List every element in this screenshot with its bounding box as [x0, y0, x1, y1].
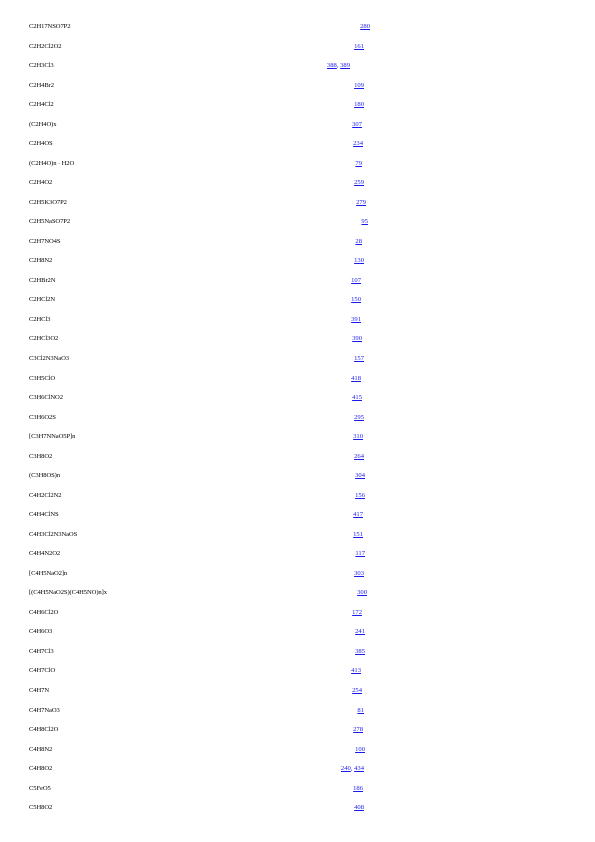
index-entry — [0, 176, 595, 196]
page-separator: , — [350, 765, 355, 773]
index-entry — [0, 59, 595, 79]
page-link[interactable]: 130 — [354, 257, 364, 265]
page-references — [341, 765, 364, 772]
page-references — [354, 804, 364, 811]
page-references — [355, 472, 365, 479]
page-references — [351, 296, 361, 303]
page-link[interactable]: 95 — [361, 218, 368, 226]
formula-label: C4H3Cl2N3NaOS — [29, 530, 78, 538]
page-link[interactable]: 241 — [355, 628, 365, 636]
page-link[interactable]: 310 — [353, 433, 363, 441]
index-entry — [0, 645, 595, 665]
formula-label: C4H7Cl3 — [29, 647, 54, 655]
page-references — [355, 550, 365, 557]
page-references — [357, 589, 367, 596]
index-entry — [0, 567, 595, 587]
index-entry — [0, 625, 595, 645]
formula-label: C4H4ClNS — [29, 511, 59, 519]
page-link[interactable]: 79 — [355, 159, 362, 167]
page-references — [353, 785, 363, 792]
page-references — [353, 531, 363, 538]
formula-label: C2H4OS — [29, 140, 53, 148]
formula-label: C2HBr2N — [29, 276, 56, 284]
index-entry — [0, 254, 595, 274]
page-link[interactable]: 151 — [353, 530, 363, 538]
formula-label: C3H5ClO — [29, 374, 56, 382]
formula-label: [(C4H5NaO2S)(C4H5NO)n]x — [29, 589, 107, 597]
formula-label: C2H4Cl2 — [29, 101, 54, 109]
formula-label: C4H6Cl2O — [29, 608, 59, 616]
index-entry — [0, 313, 595, 333]
page-link[interactable]: 280 — [360, 23, 370, 30]
formula-label: C2H2Cl2O2 — [29, 42, 62, 50]
formula-label: C4H7ClO — [29, 667, 56, 675]
page-link[interactable]: 408 — [354, 804, 364, 812]
index-entry — [0, 215, 595, 235]
formula-label: C2H4O2 — [29, 179, 53, 187]
page-references — [351, 667, 361, 674]
page-link[interactable]: 389 — [340, 62, 350, 70]
page-link[interactable]: 156 — [355, 491, 365, 499]
index-entry — [0, 98, 595, 118]
index-entry — [0, 489, 595, 509]
index-entry — [0, 391, 595, 411]
formula-label: C2H3Cl3 — [29, 62, 54, 70]
formula-label: C4H7N — [29, 687, 50, 695]
page-link[interactable]: 434 — [354, 765, 364, 773]
page-references — [353, 433, 363, 440]
page-link[interactable]: 180 — [354, 101, 364, 109]
index-entry — [0, 704, 595, 724]
page-references — [355, 238, 362, 245]
index-entry — [0, 801, 595, 821]
page-link[interactable]: 415 — [352, 394, 362, 402]
formula-label: C2H8N2 — [29, 257, 53, 265]
formula-label: [C3H7NNaO5P]n — [29, 433, 76, 441]
formula-label: C2HCl3 — [29, 315, 51, 323]
formula-label: C4H4N2O2 — [29, 550, 61, 558]
page-link[interactable]: 172 — [352, 608, 362, 616]
formula-label: C4H7NaO3 — [29, 706, 60, 714]
page-link[interactable]: 107 — [351, 276, 361, 284]
page-link[interactable]: 300 — [357, 589, 367, 597]
page-link[interactable]: 418 — [351, 374, 361, 382]
page-link[interactable]: 391 — [351, 315, 361, 323]
formula-label: (C2H4O)x — [29, 120, 57, 128]
index-entry — [0, 684, 595, 704]
index-entry — [0, 606, 595, 626]
formula-label: C2HCl2N — [29, 296, 56, 304]
page-references — [352, 121, 362, 128]
formula-label: C2H17NSO7P2 — [29, 23, 71, 30]
page-references — [353, 726, 363, 733]
page-link[interactable]: 240 — [340, 765, 351, 773]
page-link[interactable]: 278 — [353, 726, 363, 734]
index-entry — [0, 40, 595, 60]
page-references — [354, 570, 364, 577]
index-entry — [0, 743, 595, 763]
page-references — [352, 609, 362, 616]
index-entry — [0, 782, 595, 802]
page-link[interactable]: 254 — [352, 687, 362, 695]
page-references — [351, 375, 361, 382]
page-references — [327, 62, 350, 69]
page-link[interactable]: 307 — [352, 120, 362, 128]
index-entry — [0, 547, 595, 567]
page-references — [354, 453, 364, 460]
formula-label: C5FeO5 — [29, 784, 51, 792]
page-references — [354, 414, 364, 421]
formula-label: C5H8O2 — [29, 804, 53, 812]
page-references — [355, 492, 365, 499]
page-link[interactable]: 390 — [352, 335, 362, 343]
page-references — [352, 687, 362, 694]
formula-label: C3Cl2N3NaO3 — [29, 355, 69, 362]
page-references — [357, 707, 364, 714]
formula-label: C3H6O2S — [29, 413, 56, 421]
formula-label: C2H4Br2 — [29, 81, 54, 89]
page-link[interactable]: 388 — [326, 62, 337, 70]
page-link[interactable]: 234 — [353, 140, 363, 148]
formula-label: C2H5NaSO7P2 — [29, 218, 71, 226]
page-link[interactable]: 157 — [354, 355, 364, 362]
page-references — [354, 257, 364, 264]
formula-label: C2HCl3O2 — [29, 335, 59, 343]
formula-label: C4H6O3 — [29, 628, 53, 636]
index-entry — [0, 723, 595, 743]
page-link[interactable]: 81 — [357, 706, 364, 714]
formula-label: [C4H5NaO2]n — [29, 569, 68, 577]
index-entry — [0, 20, 595, 40]
formula-label: C3H6ClNO2 — [29, 394, 63, 402]
index-entry — [0, 450, 595, 470]
index-entry — [0, 508, 595, 528]
formula-label: C3H8O2 — [29, 452, 53, 460]
formula-label: C4H8O2 — [29, 765, 53, 773]
page-link[interactable]: 117 — [355, 550, 365, 558]
formula-label: C4H8Cl2O — [29, 726, 59, 734]
index-entry — [0, 528, 595, 548]
page-references — [351, 316, 361, 323]
index-entry — [0, 430, 595, 450]
page-link[interactable]: 161 — [354, 42, 364, 50]
index-entry — [0, 469, 595, 489]
page-link[interactable]: 150 — [351, 296, 361, 304]
page-references — [352, 335, 362, 342]
page-link[interactable]: 385 — [355, 647, 365, 655]
page-link[interactable]: 295 — [354, 413, 364, 421]
index-entry — [0, 137, 595, 157]
index-entry — [0, 293, 595, 313]
page-references — [360, 23, 370, 30]
index-entry — [0, 274, 595, 294]
index-entry — [0, 118, 595, 138]
page-references — [356, 199, 366, 206]
index-entry — [0, 79, 595, 99]
formula-label: C2H5K3O7P2 — [29, 198, 67, 206]
formula-label: (C2H4O)n · H2O — [29, 159, 75, 167]
index-entry — [0, 235, 595, 255]
index-entry — [0, 352, 595, 372]
page-references — [355, 160, 362, 167]
index-entry — [0, 332, 595, 352]
page-references — [354, 179, 364, 186]
page-references — [354, 43, 364, 50]
page-references — [353, 140, 363, 147]
page-link[interactable]: 279 — [356, 198, 366, 206]
index-entry — [0, 762, 595, 782]
formula-label: (C3H8OS)n — [29, 472, 60, 480]
page-link[interactable]: 100 — [355, 745, 365, 753]
page-link[interactable]: 259 — [354, 179, 364, 187]
page-link[interactable]: 413 — [351, 667, 361, 675]
page-references — [354, 82, 364, 89]
page-references — [352, 394, 362, 401]
index-entry — [0, 196, 595, 216]
index-entry — [0, 664, 595, 684]
page-link[interactable]: 28 — [355, 237, 362, 245]
formula-label: C4H8N2 — [29, 745, 53, 753]
page-separator: , — [336, 62, 341, 70]
page-references — [354, 101, 364, 108]
page-references — [355, 746, 365, 753]
page-link[interactable]: 303 — [354, 569, 364, 577]
page-references — [355, 628, 365, 635]
page-references — [355, 648, 365, 655]
page-references — [361, 218, 368, 225]
page-link[interactable]: 186 — [353, 784, 363, 792]
page-references — [353, 511, 363, 518]
page-references — [354, 355, 364, 362]
index-entry — [0, 411, 595, 431]
page-link[interactable]: 109 — [354, 81, 364, 89]
page-link[interactable]: 417 — [353, 511, 363, 519]
index-entry — [0, 586, 595, 606]
page-link[interactable]: 264 — [354, 452, 364, 460]
page-link[interactable]: 304 — [355, 472, 365, 480]
page-references — [351, 277, 361, 284]
formula-label: C4H2Cl2N2 — [29, 491, 62, 499]
index-entry — [0, 157, 595, 177]
index-entry — [0, 372, 595, 392]
formula-label: C2H7NO4S — [29, 237, 61, 245]
